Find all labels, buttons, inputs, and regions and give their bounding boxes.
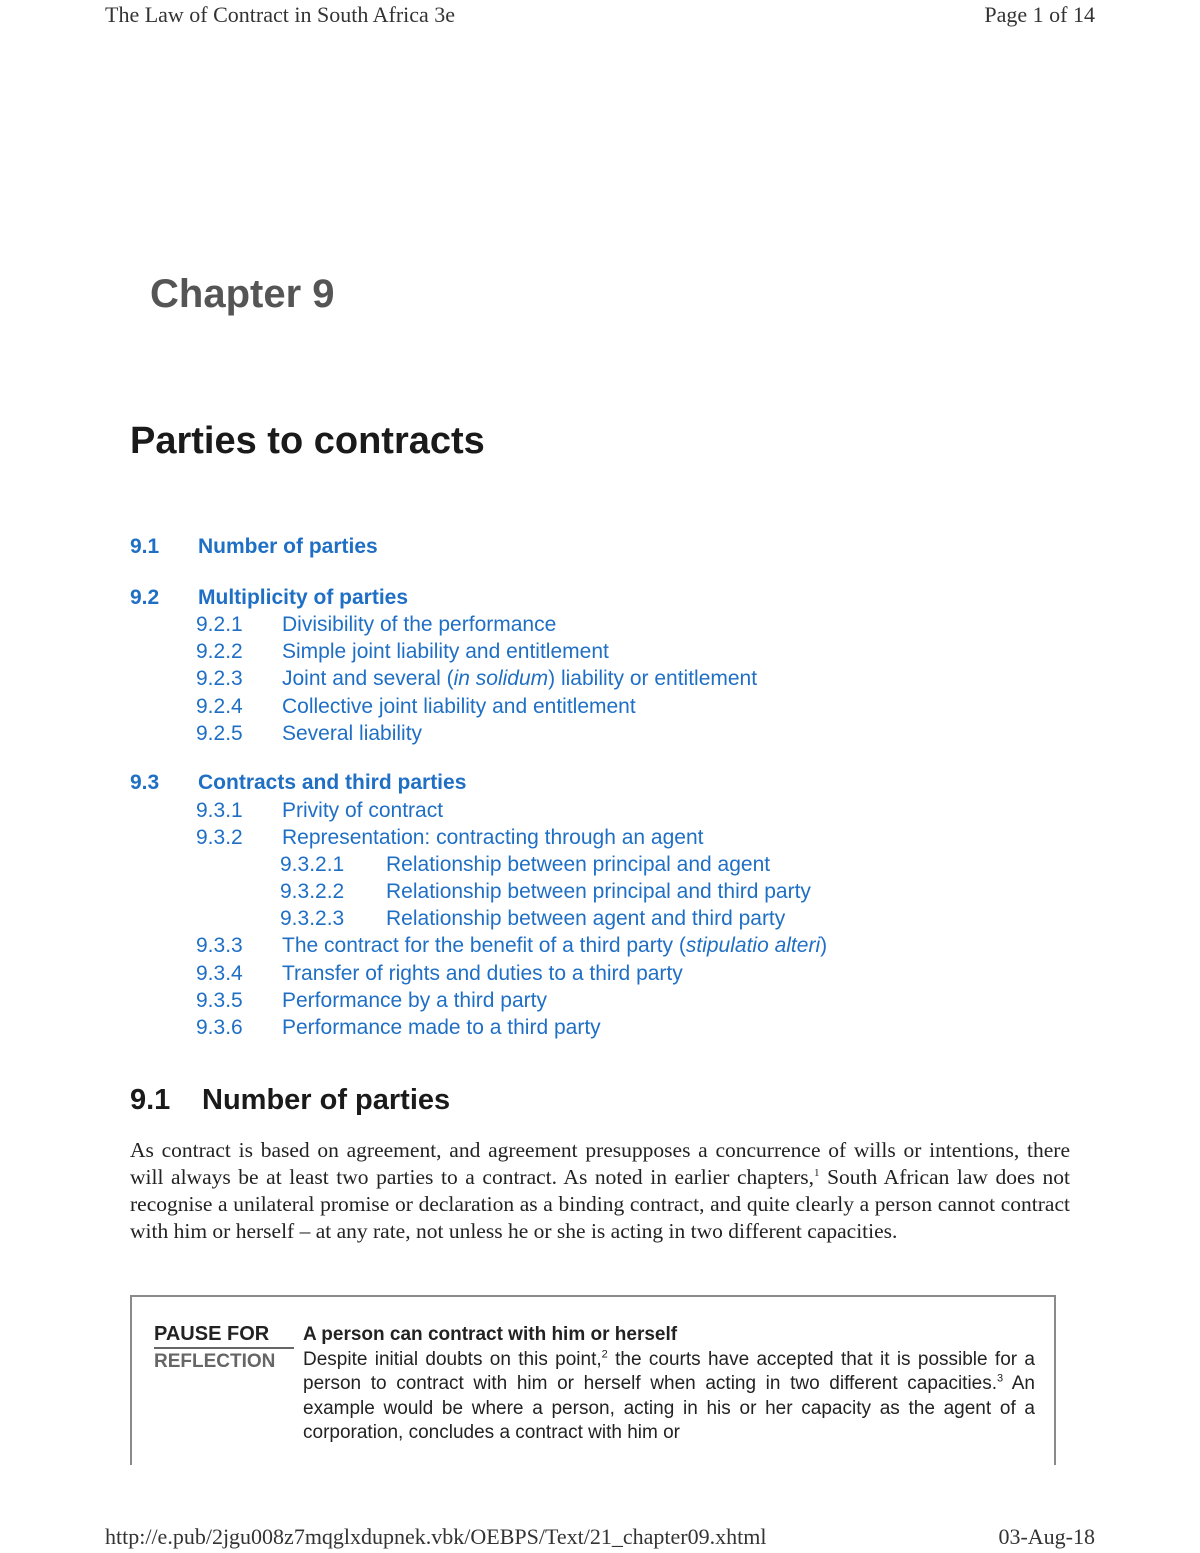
pause-for-reflection-box bbox=[130, 1295, 1056, 1465]
book-title: The Law of Contract in South Africa 3e bbox=[105, 2, 456, 27]
toc-item[interactable]: 9.3.3 The contract for the benefit of a third party (stipulatio alteri) bbox=[196, 934, 828, 957]
footnote-ref[interactable]: 3 bbox=[997, 1372, 1004, 1385]
pause-box-title: A person can contract with him or herself bbox=[303, 1324, 678, 1345]
chapter-title: Parties to contracts bbox=[130, 420, 485, 462]
toc-item[interactable]: 9.2.3 Joint and several (in solidum) liability or entitlement bbox=[196, 667, 758, 690]
toc-item[interactable]: 9.2.4 Collective joint liability and entitlement bbox=[196, 695, 636, 718]
toc-item[interactable]: 9.3.5 Performance by a third party bbox=[196, 989, 547, 1012]
toc-item[interactable]: 9.3.6 Performance made to a third party bbox=[196, 1016, 601, 1039]
page-indicator: Page 1 of 14 bbox=[984, 2, 1095, 27]
toc-item[interactable]: 9.3 Contracts and third parties bbox=[130, 771, 467, 794]
toc-item[interactable]: 9.2 Multiplicity of parties bbox=[130, 586, 409, 609]
toc-item[interactable]: 9.1 Number of parties bbox=[130, 535, 378, 558]
toc-item[interactable]: 9.3.2.3 Relationship between agent and third party bbox=[280, 907, 786, 930]
footer-date: 03-Aug-18 bbox=[998, 1524, 1095, 1549]
footer-path: http://e.pub/2jgu008z7mqglxdupnek.vbk/OEBPS/Text/21_chapter09.xhtml bbox=[105, 1524, 767, 1549]
pause-label: PAUSE FOR REFLECTION bbox=[154, 1323, 294, 1374]
section-heading: 9.1 Number of parties bbox=[130, 1084, 451, 1116]
chapter-label: Chapter 9 bbox=[150, 272, 335, 316]
pause-box-text: Despite initial doubts on this point,$^2$ the courts have accepted that it is possible for a person to contract with him or herself when acting in two different capacities.$^3$ An example would be where a person, acting in his or her capacity as the agent of a corporation, concludes a contract with him or bbox=[303, 1348, 1036, 1443]
toc-item[interactable]: 9.3.4 Transfer of rights and duties to a third party bbox=[196, 962, 683, 985]
toc-item[interactable]: 9.3.2.2 Relationship between principal and third party bbox=[280, 880, 811, 903]
toc-item[interactable]: 9.3.1 Privity of contract bbox=[196, 799, 444, 822]
toc-item[interactable]: 9.2.5 Several liability bbox=[196, 722, 423, 745]
toc-item[interactable]: 9.2.2 Simple joint liability and entitlement bbox=[196, 640, 609, 663]
toc-item[interactable]: 9.2.1 Divisibility of the performance bbox=[196, 613, 557, 636]
footnote-ref[interactable]: 2 bbox=[601, 1348, 608, 1361]
footnote-ref[interactable]: 1 bbox=[814, 1166, 820, 1179]
pause-box-content bbox=[303, 1323, 1035, 1446]
toc-item[interactable]: 9.3.2 Representation: contracting through an agent bbox=[196, 826, 704, 849]
toc-item[interactable]: 9.3.2.1 Relationship between principal and agent bbox=[280, 853, 771, 876]
body-paragraph: As contract is based on agreement, and agreement presupposes a concurrence of wills or intentions, there will always be at least two parties to a contract. As noted in earlier chapters,$^1$ South African law does not recognise a unilateral promise or declaration as a binding contract, and quite clearly a person cannot contract with him or herself – at any rate, not unless he or she is acting in two different capacities. bbox=[130, 1138, 1070, 1243]
